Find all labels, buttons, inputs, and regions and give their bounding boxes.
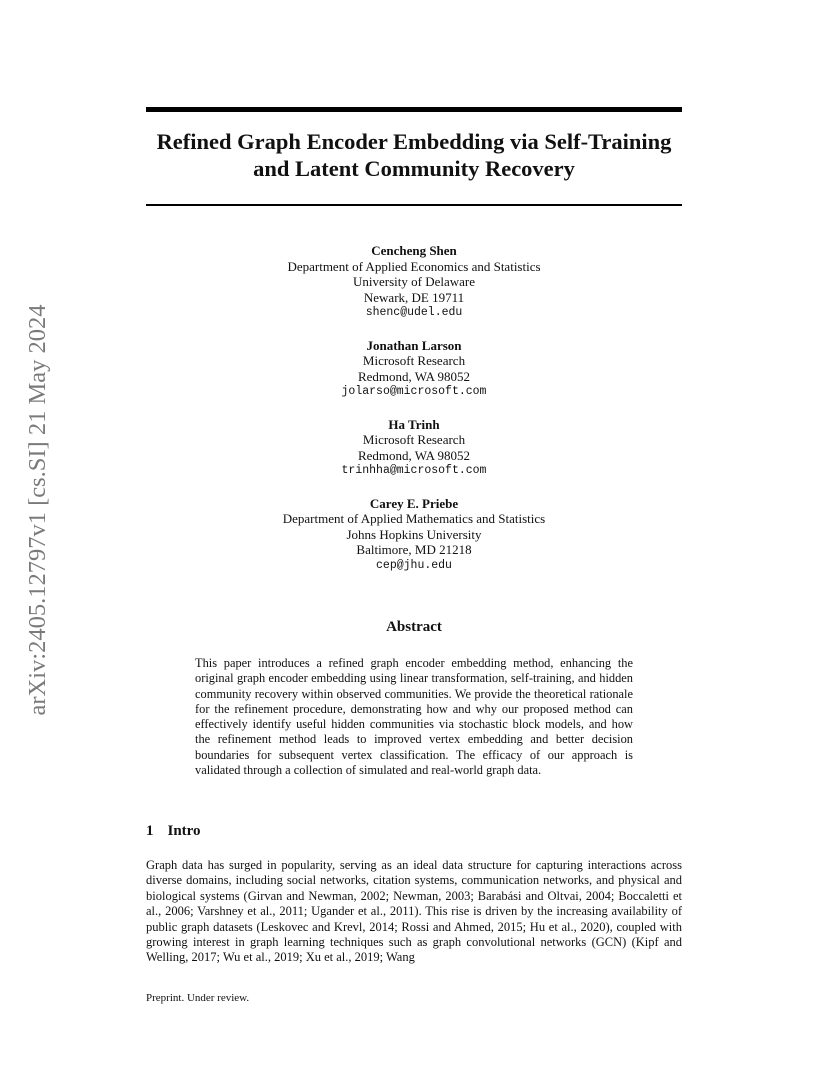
author-affiliation: Microsoft Research (362, 432, 466, 447)
author-affiliation: University of Delaware (352, 274, 475, 289)
author-email: shenc@udel.edu (365, 306, 463, 319)
author-name: Jonathan Larson (366, 337, 462, 353)
section-heading-intro (146, 823, 201, 840)
author-address: Redmond, WA 98052 (357, 447, 471, 463)
author-affiliation: Department of Applied Mathematics and Statistics (282, 511, 546, 526)
author-name: Cencheng Shen (371, 243, 457, 258)
section-title: Intro (167, 823, 201, 839)
author-shen (146, 243, 682, 321)
author-affiliation: Microsoft Research (362, 353, 466, 368)
author-email: jolarso@microsoft.com (341, 385, 487, 398)
arxiv-identifier-text: arXiv:2405.12797v1 [cs.SI] 21 May 2024 (24, 304, 51, 716)
author-name: Carey E. Priebe (369, 495, 459, 511)
author-email: cep@jhu.edu (376, 558, 452, 572)
paper-title (146, 128, 682, 182)
title-top-rule (146, 107, 682, 112)
section-number: 1 (146, 823, 154, 839)
author-block (146, 243, 682, 590)
author-address: Baltimore, MD 21218 (356, 542, 472, 557)
author-trinh (146, 417, 682, 479)
abstract-heading: Abstract (386, 619, 442, 635)
author-address: Redmond, WA 98052 (357, 368, 471, 384)
author-name: Ha Trinh (388, 416, 440, 432)
author-priebe (146, 496, 682, 574)
author-affiliation: Department of Applied Economics and Statistics (287, 258, 541, 274)
author-address: Newark, DE 19711 (363, 289, 465, 305)
title-line-2: and Latent Community Recovery (253, 156, 575, 181)
abstract-text: This paper introduces a refined graph encoder embedding method, enhancing the original graph encoder embedding using linear transformation, self-training, and hidden community recovery within observed communities. We provide the theoretical rationale for the refinement procedure, demonstrating how and why our proposed method can effectively identify useful hidden communities via stochastic block models, and how the refinement method leads to improved vertex embedding and better decision boundaries for subsequent vertex classification. The efficacy of our approach is validated through a collection of simulated and real-world graph data. (195, 656, 633, 778)
author-larson (146, 338, 682, 400)
preprint-footer: Preprint. Under review. (146, 992, 250, 1004)
author-email: trinhha@microsoft.com (341, 464, 487, 477)
title-bottom-rule (146, 204, 682, 206)
title-line-1: Refined Graph Encoder Embedding via Self-Training (156, 129, 672, 154)
author-affiliation: Johns Hopkins University (346, 526, 482, 542)
intro-paragraph: Graph data has surged in popularity, serving as an ideal data structure for capturing interactions across diverse domains, including social networks, citation systems, communication networks, and physical and biological systems (Girvan and Newman, 2002; Newman, 2003; Barabási and Oltvai, 2004; Boccaletti et al., 2006; Varshney et al., 2011; Ugander et al., 2011). This rise is driven by the increasing availability of public graph datasets (Leskovec and Krevl, 2014; Rossi and Ahmed, 2015; Hu et al., 2020), coupled with growing interest in graph learning techniques such as graph convolutional networks (GCN) (Kipf and Welling, 2017; Wu et al., 2019; Xu et al., 2019; Wang (146, 858, 682, 965)
